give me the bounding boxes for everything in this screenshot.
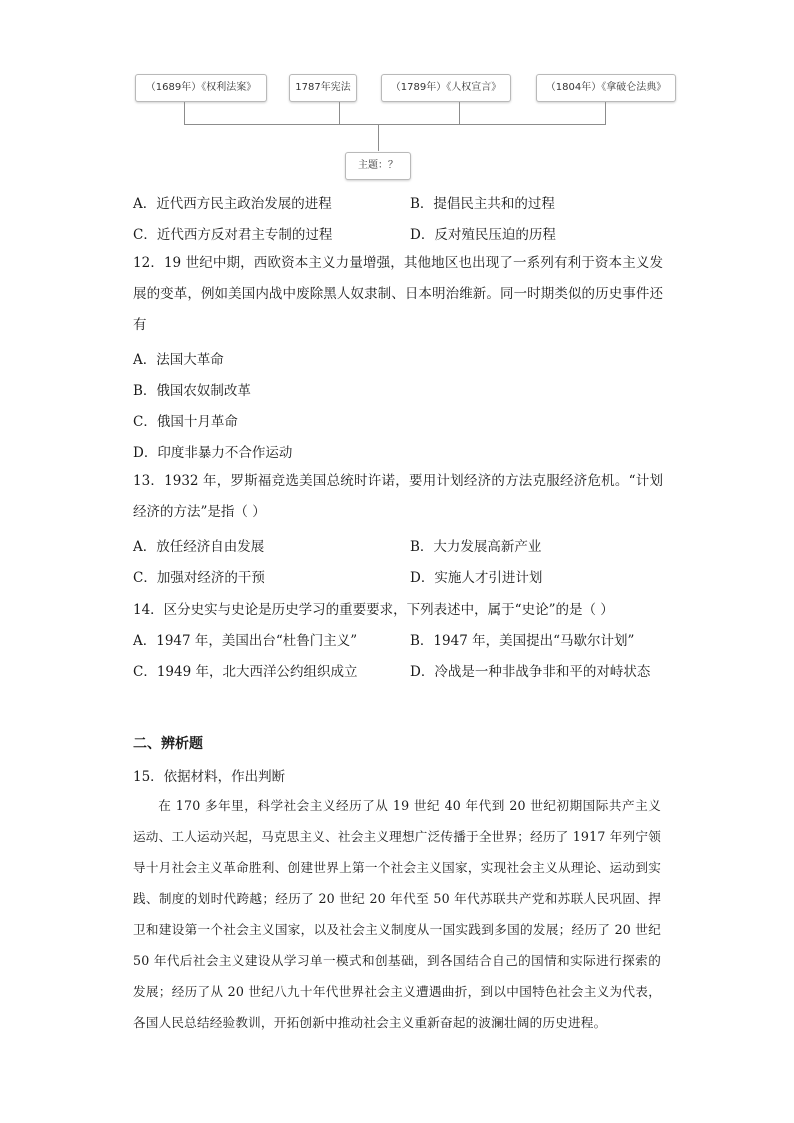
q13-stem: 13．1932 年，罗斯福竞选美国总统时许诺，要用计划经济的方法克服经济危机。“计划经济的方法”是指（ ）	[133, 473, 663, 520]
q14-option-b: B．1947 年，美国提出“马歇尔计划”	[410, 633, 635, 649]
box-theme: 主题：？	[345, 152, 411, 180]
q12-option-b: B．俄国农奴制改革	[133, 383, 251, 399]
q14-option-c: C．1949 年，北大西洋公约组织成立	[133, 664, 358, 680]
q15-stem: 15．依据材料，作出判断	[133, 769, 286, 785]
timeline-diagram	[0, 0, 794, 190]
connector-line	[339, 102, 340, 124]
box-napoleonic-code: （1804年）《拿破仑法典》	[536, 74, 676, 102]
q15-passage: 在 170 多年里，科学社会主义经历了从 19 世纪 40 年代到 20 世纪初期国际共产主义运动、工人运动兴起，马克思主义、社会主义理想广泛传播于全世界；经历了 1917 年列宁领导十月社会主义革命胜利、创建世界上第一个社会主义国家，实现社会主义从理论、运动到实践、制度的划时代跨越；经历了 20 世纪 20 年代至 50 年代苏联共产党和苏联人民巩固、捍卫和建设第一个社会主义国家，以及社会主义制度从一国实践到多国的发展；经历了 20 世纪 50 年代后社会主义建设从学习单一模式和创基础，到各国结合自己的国情和实际进行探索的发展；经历了从 20 世纪八九十年代世界社会主义遭遇曲折，到以中国特色社会主义为代表，各国人民总结经验教训，开拓创新中推动社会主义重新奋起的波澜壮阔的历史进程。	[133, 798, 661, 1030]
q12-stem: 12．19 世纪中期，西欧资本主义力量增强，其他地区也出现了一系列有利于资本主义发展的变革，例如美国内战中废除黑人奴隶制、日本明治维新。同一时期类似的历史事件还有	[133, 255, 663, 333]
box-1787-constitution: 1787年宪法	[289, 74, 357, 102]
q13-option-c: C．加强对经济的干预	[133, 570, 265, 586]
q14-option-a: A．1947 年，美国出台“杜鲁门主义”	[133, 633, 358, 649]
q11-option-c: C．近代西方反对君主专制的过程	[133, 227, 333, 243]
connector-line	[459, 102, 460, 124]
q13-option-a: A．放任经济自由发展	[133, 539, 265, 555]
connector-line	[184, 102, 185, 124]
q14-option-d: D．冷战是一种非战争非和平的对峙状态	[410, 664, 651, 680]
box-bill-of-rights: （1689年）《权利法案》	[135, 74, 267, 102]
q14-stem: 14．区分史实与史论是历史学习的重要要求，下列表述中，属于“史论”的是（ ）	[133, 602, 614, 618]
q13-option-d: D．实施人才引进计划	[410, 570, 543, 586]
q13-option-b: B．大力发展高新产业	[410, 539, 542, 555]
q11-option-b: B．提倡民主共和的过程	[410, 196, 555, 212]
box-rights-of-man: （1789年）《人权宣言》	[381, 74, 511, 102]
connector-line	[605, 102, 606, 124]
q11-option-a: A．近代西方民主政治发展的进程	[133, 196, 332, 212]
q12-option-d: D．印度非暴力不合作运动	[133, 445, 293, 461]
q11-option-d: D．反对殖民压迫的历程	[410, 227, 556, 243]
connector-line	[378, 124, 379, 151]
q12-option-a: A．法国大革命	[133, 352, 224, 368]
section-title: 二、辨析题	[133, 736, 203, 752]
q12-option-c: C．俄国十月革命	[133, 414, 238, 430]
connector-line	[184, 124, 606, 125]
